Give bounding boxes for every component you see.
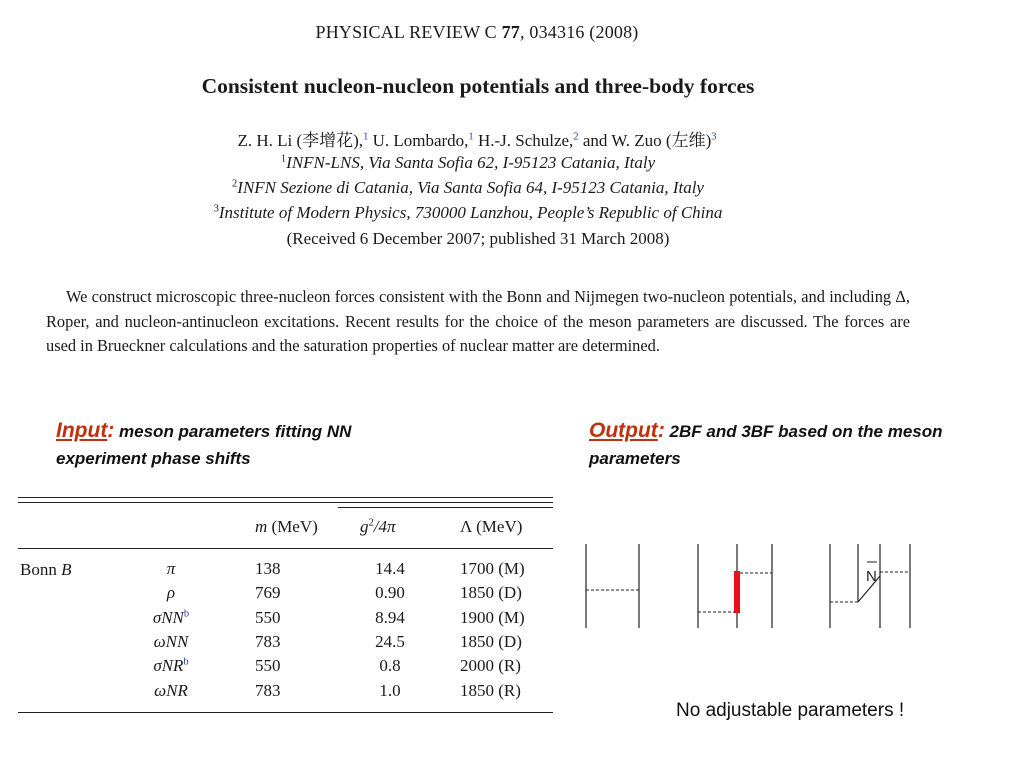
author-4-mark: 3 [711, 131, 717, 143]
author-4: and W. Zuo (左维) [578, 131, 712, 150]
table-top-rule-3 [338, 507, 553, 508]
table-group-label: Bonn B [20, 560, 72, 579]
input-description: meson parameters fitting NN experiment phase shifts [56, 422, 352, 468]
table-cell-meson: π [166, 559, 176, 578]
table-cell-coupling: 8.94 [375, 608, 405, 627]
affiliation-1 [0, 153, 936, 173]
table-cell-coupling: 24.5 [375, 632, 405, 651]
table-cell-meson: ωNR [154, 681, 188, 700]
table-cell-coupling: 0.8 [379, 656, 401, 675]
table-cell-mass: 783 [255, 632, 281, 651]
table-cell-cutoff: 1850 (D) [460, 632, 522, 651]
table-cell-mass: 550 [255, 656, 281, 675]
resonance-excitation-bar [734, 571, 740, 613]
author-1: Z. H. Li (李增花), [237, 131, 364, 150]
table-bottom-rule [18, 712, 553, 713]
received-date: (Received 6 December 2007; published 31 March 2008) [286, 229, 670, 248]
table-top-rule-1 [18, 497, 553, 498]
table-header-rule [18, 548, 553, 549]
conclusion-text: No adjustable parameters ! [676, 700, 905, 721]
table-cell-coupling: 14.4 [375, 559, 405, 578]
table-cell-mass: 783 [255, 681, 281, 700]
journal-suffix: , 034316 (2008) [520, 22, 639, 42]
author-1-mark: 1 [363, 131, 369, 143]
table-cell-cutoff: 1850 (D) [460, 583, 522, 602]
output-colon: : [657, 419, 665, 442]
author-list [0, 126, 954, 151]
output-description: 2BF and 3BF based on the meson parameters [589, 422, 943, 468]
table-cell-coupling: 1.0 [379, 681, 401, 700]
abstract-text: We construct microscopic three-nucleon forces consistent with the Bonn and Nijmegen two-nucleon potentials, and including Δ, Roper, and nucleon-antinucleon excitations. Recent results for the choice of the meson parameters are discussed. The forces are used in Brueckner calculations and the saturation properties of nuclear matter are determined. [46, 287, 910, 355]
affiliation-1-mark: 1 [280, 153, 287, 165]
table-cell-meson: ωNN [153, 632, 189, 651]
affiliation-2-mark: 2 [232, 178, 238, 190]
output-keyword: Output [589, 419, 658, 442]
affiliation-1-text: INFN-LNS, Via Santa Sofia 62, I-95123 Catania, Italy [286, 153, 656, 172]
affiliation-2 [0, 178, 936, 198]
two-body-force-diagram [580, 540, 650, 632]
input-annotation [56, 418, 436, 473]
input-keyword: Input [56, 419, 108, 442]
table-cell-meson: σNR$^b$ [153, 656, 189, 675]
table-cell-coupling: 0.90 [375, 583, 405, 602]
header-mass: m (MeV) [255, 517, 318, 536]
antinucleon-label: N [866, 568, 877, 585]
affiliation-2-text: INFN Sezione di Catania, Via Santa Sofia 64, I-95123 Catania, Italy [237, 178, 704, 197]
input-colon: : [107, 419, 115, 442]
table-cell-cutoff: 1850 (R) [460, 681, 521, 700]
header-coupling: $g^2/4\pi$ [360, 517, 396, 536]
table-cell-cutoff: 1900 (M) [460, 608, 525, 627]
author-3-mark: 2 [573, 131, 579, 143]
header-cutoff: Λ (MeV) [460, 517, 523, 536]
table-cell-meson: ρ [166, 583, 176, 602]
author-2: U. Lombardo, [368, 131, 469, 150]
table-cell-mass: 138 [255, 559, 281, 578]
table-cell-mass: 550 [255, 608, 281, 627]
output-annotation [589, 418, 1009, 473]
table-top-rule-2a [18, 502, 338, 503]
affiliation-3-mark: 3 [213, 203, 219, 215]
affiliation-3-text: Institute of Modern Physics, 730000 Lanzhou, People’s Republic of China [218, 203, 723, 222]
journal-citation [0, 22, 954, 43]
table-cell-cutoff: 2000 (R) [460, 656, 521, 675]
table-top-rule-2b [338, 502, 553, 503]
journal-volume: 77 [501, 22, 520, 42]
author-3: H.-J. Schulze, [473, 131, 574, 150]
table-cell-cutoff: 1700 (M) [460, 559, 525, 578]
table-cell-mass: 769 [255, 583, 281, 602]
three-body-force-antinucleon-diagram [822, 540, 922, 632]
affiliation-3 [0, 203, 936, 223]
three-body-force-resonance-diagram [690, 540, 780, 632]
paper-title: Consistent nucleon-nucleon potentials and three-body forces [201, 74, 755, 98]
table-cell-meson: σNN$^b$ [152, 608, 190, 627]
journal-prefix: PHYSICAL REVIEW C [315, 22, 502, 42]
author-2-mark: 1 [468, 131, 474, 143]
